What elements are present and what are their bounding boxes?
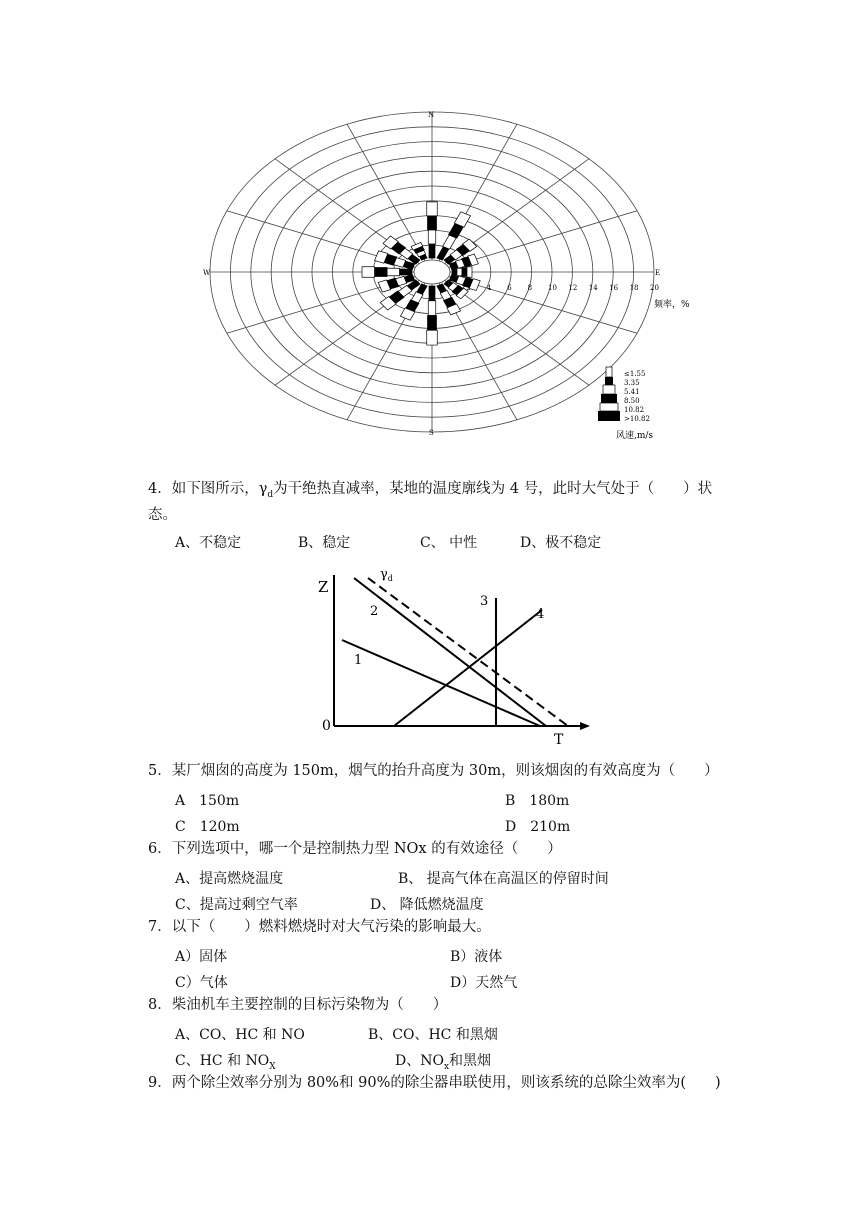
- question-6: 6．下列选项中，哪一个是控制热力型 NOx 的有效途径（ ）: [148, 841, 562, 857]
- wind-rose-bar-segment: [457, 268, 462, 276]
- q6-option-b: B、 提高气体在高温区的停留时间: [398, 871, 609, 887]
- speed-legend: [598, 367, 653, 441]
- dry-adiabatic-line: [368, 578, 568, 726]
- q8-option-a: A、CO、HC 和 NO: [175, 1027, 305, 1043]
- question-4-line-2: 态。: [148, 507, 177, 523]
- legend-item-label: 3.35: [624, 379, 640, 387]
- ring-scale-label: 2: [466, 284, 471, 292]
- west-label: W: [203, 269, 211, 277]
- q5-option-b: B 180m: [505, 793, 570, 809]
- ring-scale-label: 12: [568, 284, 578, 292]
- frequency-label: 频率，%: [654, 300, 690, 310]
- wind-rose-bar-segment: [428, 316, 437, 331]
- origin-label: 0: [322, 718, 331, 734]
- question-4-line-1: 4．如下图所示，$\gamma_d$为干绝热直减率，某地的温度廓线为 4 号，此时大气处于（ ）状: [148, 481, 713, 500]
- wind-rose-bar-segment: [375, 268, 388, 277]
- east-label: E: [655, 269, 661, 277]
- question-7: 7．以下（ ）燃料燃烧时对大气污染的影响最大。: [148, 919, 491, 935]
- q8-option-b: B、CO、HC 和黑烟: [368, 1027, 498, 1043]
- ring-scale-label: 10: [548, 284, 557, 292]
- q8-option-d: D、$NO_x$和黑烟: [395, 1053, 492, 1072]
- ring-scale-label: 6: [507, 284, 512, 292]
- legend-item-label: 8.50: [624, 397, 640, 405]
- question-8: 8．柴油机车主要控制的目标污染物为（ ）: [148, 997, 448, 1013]
- label-line-3: 3: [480, 594, 489, 609]
- wind-rose-bar-segment: [428, 230, 436, 244]
- legend-item-label: >10.82: [624, 415, 650, 423]
- legend-item-label: ≤1.55: [624, 370, 646, 378]
- wind-rose-bar-segment: [400, 269, 413, 275]
- wind-rose-bar-segment: [452, 269, 457, 275]
- legend-item-label: 5.41: [624, 388, 640, 396]
- q5-option-d: D 210m: [505, 819, 571, 835]
- north-label: N: [428, 111, 435, 119]
- wind-rose-bar-segment: [427, 330, 438, 345]
- label-line-2: 2: [370, 604, 379, 619]
- gamma-label: $\gamma_d$: [380, 567, 393, 583]
- q7-option-d: D）天然气: [450, 975, 518, 991]
- wind-rose-bar-segment: [467, 267, 472, 278]
- q4-option-d: D、极不稳定: [520, 535, 602, 551]
- q6-option-a: A、提高燃烧温度: [175, 871, 284, 887]
- wind-rose-bars: [362, 202, 480, 345]
- q8-option-c: C、HC 和 $NO_X$: [175, 1053, 276, 1072]
- q4-option-c: C、 中性: [420, 535, 478, 551]
- ring-scale-label: 18: [629, 284, 639, 292]
- q6-option-d: D、 降低燃烧温度: [370, 897, 484, 913]
- wind-rose-bar-segment: [429, 244, 435, 258]
- temperature-profile-diagram: [310, 560, 600, 750]
- z-axis-label: Z: [318, 578, 329, 596]
- q7-option-a: A）固体: [175, 949, 228, 965]
- label-line-4: 4: [536, 607, 545, 622]
- q4-option-b: B、稳定: [298, 535, 351, 551]
- ring-scale-label: 4: [486, 284, 492, 292]
- t-axis-arrow: [580, 722, 590, 730]
- q7-option-c: C）气体: [175, 975, 228, 991]
- south-label: S: [429, 429, 434, 437]
- ring-scale-label: 14: [588, 284, 598, 292]
- q5-option-a: A 150m: [175, 793, 240, 809]
- wind-rose-bar-segment: [362, 267, 375, 278]
- q4-option-a: A、不稳定: [175, 535, 242, 551]
- t-axis-label: T: [554, 732, 564, 748]
- wind-rose-figure: [200, 100, 690, 445]
- ring-scale-label: 8: [527, 284, 533, 292]
- q7-option-b: B）液体: [450, 949, 503, 965]
- legend-title: 风速,m/s: [616, 431, 654, 441]
- wind-rose-spoke: [449, 211, 637, 268]
- wind-rose-bar-segment: [387, 268, 400, 276]
- ring-scale-label: 20: [650, 284, 659, 292]
- q5-option-c: C 120m: [175, 819, 240, 835]
- wind-rose-bar-segment: [462, 268, 467, 277]
- wind-rose-bar-segment: [428, 216, 437, 230]
- wind-rose-inner-ring: [414, 260, 450, 284]
- label-line-1: 1: [354, 653, 363, 668]
- question-9: 9．两个除尘效率分别为 80%和 90%的除尘器串联使用，则该系统的总除尘效率为( ): [148, 1075, 721, 1091]
- wind-rose-bar-segment: [427, 202, 438, 216]
- q6-option-c: C、提高过剩空气率: [175, 897, 298, 913]
- question-5: 5．某厂烟囱的高度为 150m，烟气的抬升高度为 30m，则该烟囱的有效高度为（ ）: [148, 763, 719, 779]
- ring-scale-label: 16: [609, 284, 619, 292]
- legend-item-label: 10.82: [624, 406, 645, 414]
- wind-rose-spokes: [210, 112, 654, 432]
- profile-line-2: [354, 578, 546, 726]
- wind-rose-bar-segment: [429, 286, 435, 301]
- profile-line-4: [394, 610, 542, 726]
- wind-rose-bar-segment: [428, 301, 436, 316]
